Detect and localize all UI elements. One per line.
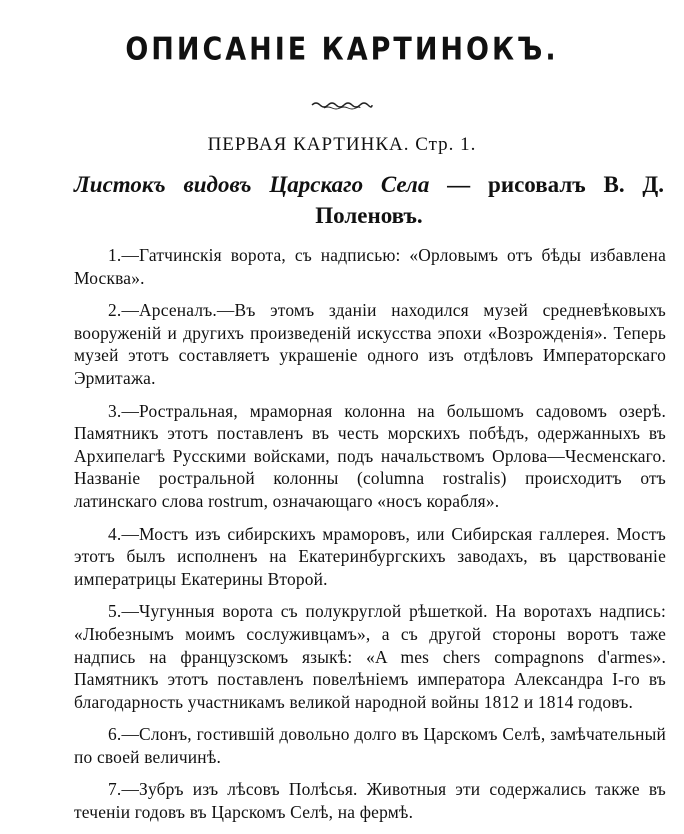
heading-rest: — рисовалъ В. Д. Поленовъ. <box>315 172 664 228</box>
picture-subtitle: ПЕРВАЯ КАРТИНКА. Стр. 1. <box>207 134 477 155</box>
document-title: ОПИСАНІЕ КАРТИНОКЪ. <box>125 31 559 68</box>
wavy-divider-icon <box>310 100 374 110</box>
list-item: 7.—Зубръ изъ лѣсовъ Полѣсья. Животныя эти содержались также въ теченіи годовъ въ Царскомъ Селѣ, на фермѣ. <box>74 779 666 823</box>
list-item: 6.—Слонъ, гостившій довольно долго въ Царскомъ Селѣ, замѣчательный по своей величинѣ. <box>74 724 666 767</box>
picture-heading <box>74 169 664 231</box>
list-item: 4.—Мостъ изъ сибирскихъ мраморовъ, или Сибирская галлерея. Мостъ этотъ былъ исполненъ на Екатеринбургскихъ заводахъ, въ царствованіе императрицы Екатерины Второй. <box>74 523 666 589</box>
list-item: 1.—Гатчинскія ворота, съ надписью: «Орловымъ отъ бѣды избавлена Москва». <box>74 245 666 288</box>
list-item: 2.—Арсеналъ.—Въ этомъ зданіи находился музей средневѣковыхъ вооруженій и другихъ произведеній искусства эпохи «Возрожденія». Теперь музей этотъ составляетъ украшеніе одного изъ отдѣловъ Императорскаго Эрмитажа. <box>74 300 666 388</box>
list-item: 5.—Чугунныя ворота съ полукруглой рѣшеткой. На воротахъ надпись: «Любезнымъ моимъ сослуживцамъ», а съ другой стороны воротъ таже надпись на французскомъ языкѣ: «A mes chers compagnons d'armes». Памятникъ этотъ поставленъ повелѣніемъ императора Александра I-го въ благодарность участникамъ великой народной войны 1812 и 1814 годовъ. <box>74 601 666 712</box>
heading-bold-part: Листокъ видовъ Царскаго Села <box>74 172 430 197</box>
title-ornament <box>0 95 684 114</box>
description-list <box>74 244 666 834</box>
list-item: 3.—Ростральная, мраморная колонна на большомъ садовомъ озерѣ. Памятникъ этотъ поставленъ въ честь морскихъ побѣдъ, одержанныхъ въ Архипелагѣ Русскими войсками, подъ начальствомъ Орлова—Чесменскаго. Названіе ростральной колонны (columna rostralis) происходитъ отъ латинскаго слова rostrum, означающаго «носъ корабля». <box>74 400 666 511</box>
